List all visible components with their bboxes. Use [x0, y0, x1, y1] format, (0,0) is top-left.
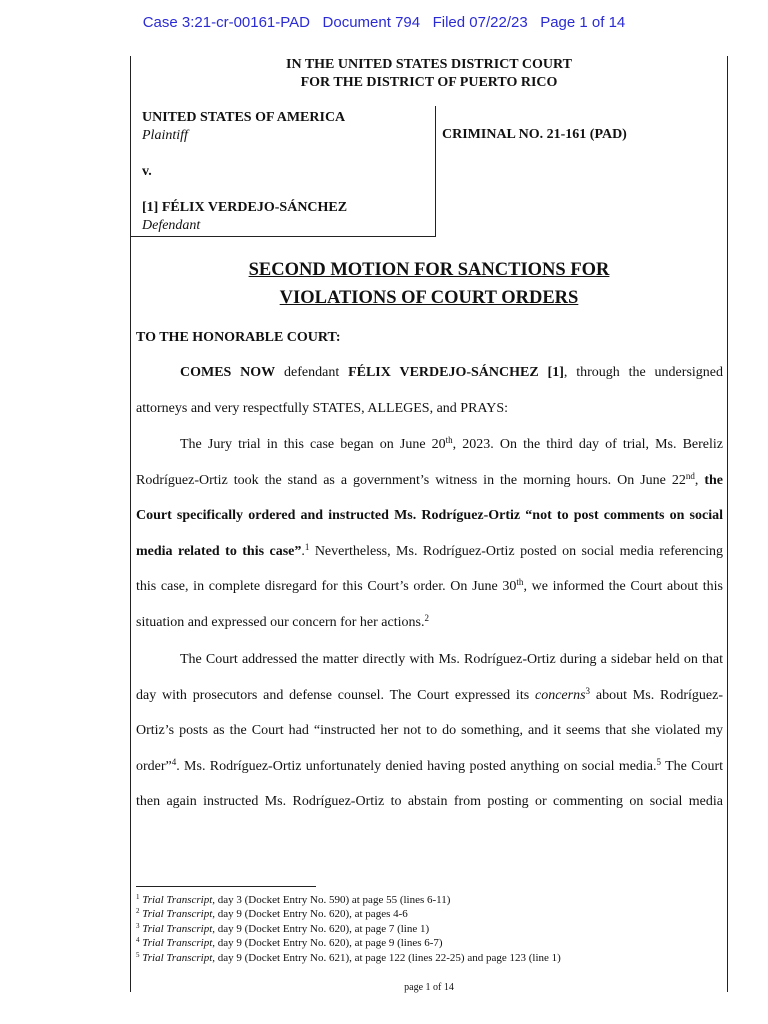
court-heading [131, 56, 727, 92]
court-order-quote: the Court specifically ordered and instructed Ms. Rodríguez-Ortiz “not to post comments on social media related to this case” [136, 472, 723, 559]
footnote-text: , day 9 (Docket Entry No. 621), at page 122 (lines 22-25) and page 123 (line 1) [212, 951, 561, 964]
footnote-ref-4[interactable]: 4 [171, 756, 177, 767]
filed-date: Filed 07/22/23 [432, 14, 528, 31]
text: defendant [275, 365, 349, 380]
footnote [136, 893, 561, 907]
footnote [136, 936, 561, 950]
footnote-text: , day 9 (Docket Entry No. 620), at page 9 (lines 6-7) [212, 937, 443, 950]
footnote [136, 922, 561, 936]
caption-divider-horizontal [131, 236, 436, 237]
footnote-source: Trial Transcript [142, 951, 213, 964]
court-heading-line1: IN THE UNITED STATES DISTRICT COURT [286, 57, 572, 72]
defendant-role: Defendant [142, 218, 201, 233]
paragraph-1 [136, 355, 723, 426]
text: , we informed the Court about this situation and expressed our concern for her actions. [136, 579, 723, 630]
case-caption [142, 109, 347, 235]
defendant-name: [1] FÉLIX VERDEJO-SÁNCHEZ [142, 200, 348, 215]
footnote-text: , day 9 (Docket Entry No. 620), at pages 4-6 [212, 908, 408, 921]
ordinal: nd [685, 470, 695, 481]
footnote-separator [136, 886, 316, 887]
paragraph-2 [136, 427, 723, 641]
case-number: Case 3:21-cr-00161-PAD [142, 14, 311, 31]
text: , through the undersigned attorneys and very respectfully STATES, ALLEGES, and PRAYS: [136, 365, 723, 416]
court-heading-line2: FOR THE DISTRICT OF PUERTO RICO [300, 75, 558, 90]
footnote [136, 907, 561, 921]
footnote-ref-1[interactable]: 1 [304, 541, 310, 552]
caption-divider-vertical [435, 106, 436, 236]
text: The Jury trial in this case began on June 20 [180, 437, 446, 452]
footnote-ref-2[interactable]: 2 [424, 612, 429, 623]
document-number: Document 794 [322, 14, 421, 31]
versus: v. [142, 164, 152, 179]
text: . Ms. Rodríguez-Ortiz unfortunately denied having posted anything on social media. [176, 758, 657, 774]
footnote-ref-3[interactable]: 3 [585, 685, 591, 696]
criminal-number: CRIMINAL NO. 21-161 (PAD) [442, 127, 627, 142]
title-line2: VIOLATIONS OF COURT ORDERS [279, 288, 579, 308]
footnote-number: 4 [136, 936, 140, 945]
plaintiff-name: UNITED STATES OF AMERICA [142, 110, 346, 125]
right-margin-rule [727, 56, 728, 992]
ordinal: th [445, 435, 453, 445]
footnote-number: 1 [136, 893, 140, 901]
footnote-source: Trial Transcript [142, 922, 213, 935]
footnote-source: Trial Transcript [142, 908, 213, 921]
footnote [136, 951, 561, 965]
text: The Court then again instructed Ms. Rodríguez-Ortiz to abstain from posting or commenting on social media [136, 758, 724, 810]
text: , 2023. On the third day of trial, Ms. Bereliz Rodríguez-Ortiz took the stand as a government’s witness in the morning hours. On June 22 [136, 437, 723, 488]
document-title [131, 256, 727, 312]
plaintiff-role: Plaintiff [142, 128, 188, 143]
comes-now: COMES NOW [180, 365, 276, 380]
text: Nevertheless, Ms. Rodríguez-Ortiz posted on social media referencing this case, in complete disregard for this Court’s order. On June 30 [136, 543, 723, 595]
ordinal: th [516, 577, 524, 588]
text: about Ms. Rodríguez-Ortiz’s posts as the Court had “instructed her not to do something, and it seems that she violated my order” [136, 687, 723, 774]
text: The Court addressed the matter directly with Ms. Rodríguez-Ortiz during a sidebar held on that day with prosecutors and defense counsel. The Court expressed its [136, 652, 723, 703]
title-line1: SECOND MOTION FOR SANCTIONS FOR [248, 260, 610, 280]
defendant-ref: FÉLIX VERDEJO-SÁNCHEZ [1] [348, 365, 564, 380]
salutation: TO THE HONORABLE COURT: [136, 330, 341, 345]
footnote-ref-5[interactable]: 5 [656, 756, 662, 767]
footnote-source: Trial Transcript [142, 937, 213, 950]
footnote-number: 5 [136, 950, 140, 959]
footnotes [136, 893, 561, 965]
text: , [694, 472, 705, 488]
footnote-text: , day 9 (Docket Entry No. 620), at page 7 (line 1) [212, 922, 430, 935]
left-margin-rule [130, 56, 131, 992]
page-number: page 1 of 14 [404, 982, 454, 993]
footnote-number: 2 [136, 907, 140, 916]
paragraph-3 [136, 642, 723, 820]
footnote-text: , day 3 (Docket Entry No. 590) at page 55 (lines 6-11) [212, 894, 451, 906]
footnote-number: 3 [136, 921, 140, 930]
ecf-header-stamp [0, 14, 768, 31]
footnote-source: Trial Transcript [142, 894, 213, 906]
text: . [301, 543, 305, 559]
concerns: concerns [534, 687, 586, 703]
stamp-page: Page 1 of 14 [540, 14, 626, 31]
